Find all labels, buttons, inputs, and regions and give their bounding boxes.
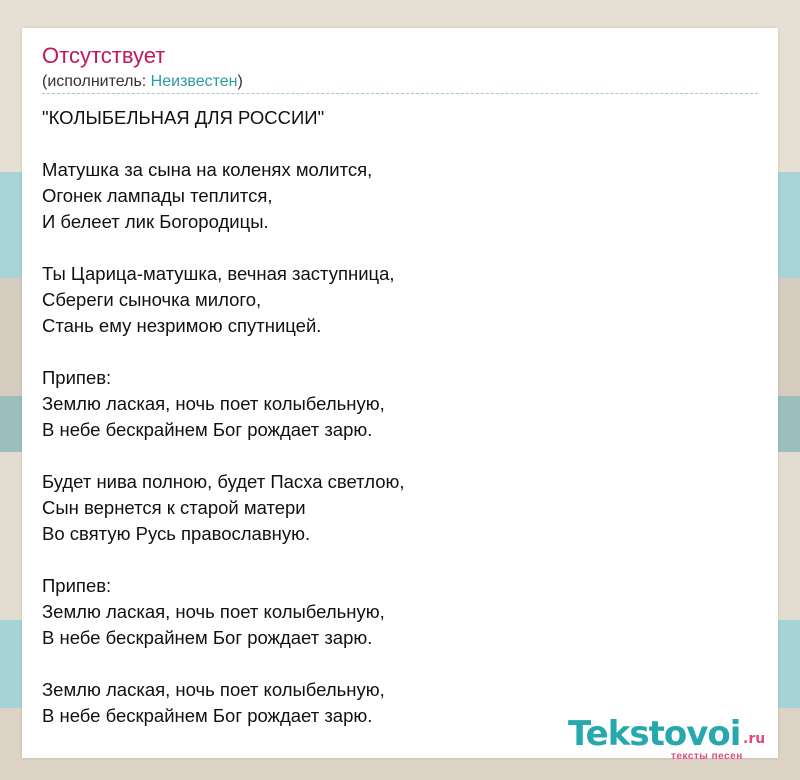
- lyrics-line: В небе бескрайнем Бог рождает зарю.: [42, 705, 373, 726]
- lyrics-line: Во святую Русь православную.: [42, 523, 311, 544]
- lyrics-blank-line: [42, 651, 742, 677]
- lyrics-line: Матушка за сына на коленях молится,: [42, 159, 373, 180]
- performer-line: [42, 72, 243, 92]
- lyrics-line: Припев:: [42, 575, 112, 596]
- lyrics-blank-line: [42, 339, 742, 365]
- lyrics-blank-line: [42, 547, 742, 573]
- performer-suffix: ): [237, 73, 243, 90]
- song-title: Отсутствует: [42, 43, 166, 68]
- performer-prefix: (исполнитель:: [42, 73, 151, 90]
- lyrics-blank-line: [42, 443, 742, 469]
- lyrics-line: Ты Царица-матушка, вечная заступница,: [42, 263, 395, 284]
- lyrics-line: Огонек лампады теплится,: [42, 185, 273, 206]
- lyrics-line: Стань ему незримою спутницей.: [42, 315, 322, 336]
- lyrics-blank-line: [42, 235, 742, 261]
- lyrics-line: Землю лаская, ночь поет колыбельную,: [42, 679, 385, 700]
- logo-tagline: тексты песен: [671, 751, 743, 762]
- title-divider: [42, 93, 758, 94]
- lyrics-line: И белеет лик Богородицы.: [42, 211, 269, 232]
- lyrics-line: "КОЛЫБЕЛЬНАЯ ДЛЯ РОССИИ": [42, 107, 325, 128]
- site-logo[interactable]: [568, 714, 778, 762]
- lyrics-line: Сбереги сыночка милого,: [42, 289, 262, 310]
- lyrics-line: Сын вернется к старой матери: [42, 497, 306, 518]
- logo-domain: .ru: [743, 731, 766, 747]
- lyrics-line: Будет нива полною, будет Пасха светлою,: [42, 471, 405, 492]
- lyrics-text: [42, 105, 742, 729]
- lyrics-line: Землю лаская, ночь поет колыбельную,: [42, 393, 385, 414]
- logo-wordmark: Tekstovoi: [568, 714, 741, 754]
- lyrics-line: В небе бескрайнем Бог рождает зарю.: [42, 419, 373, 440]
- performer-link[interactable]: Неизвестен: [150, 73, 238, 90]
- lyrics-blank-line: [42, 131, 742, 157]
- lyrics-line: Припев:: [42, 367, 112, 388]
- lyrics-line: Землю лаская, ночь поет колыбельную,: [42, 601, 385, 622]
- lyrics-card: [22, 28, 778, 762]
- lyrics-line: В небе бескрайнем Бог рождает зарю.: [42, 627, 373, 648]
